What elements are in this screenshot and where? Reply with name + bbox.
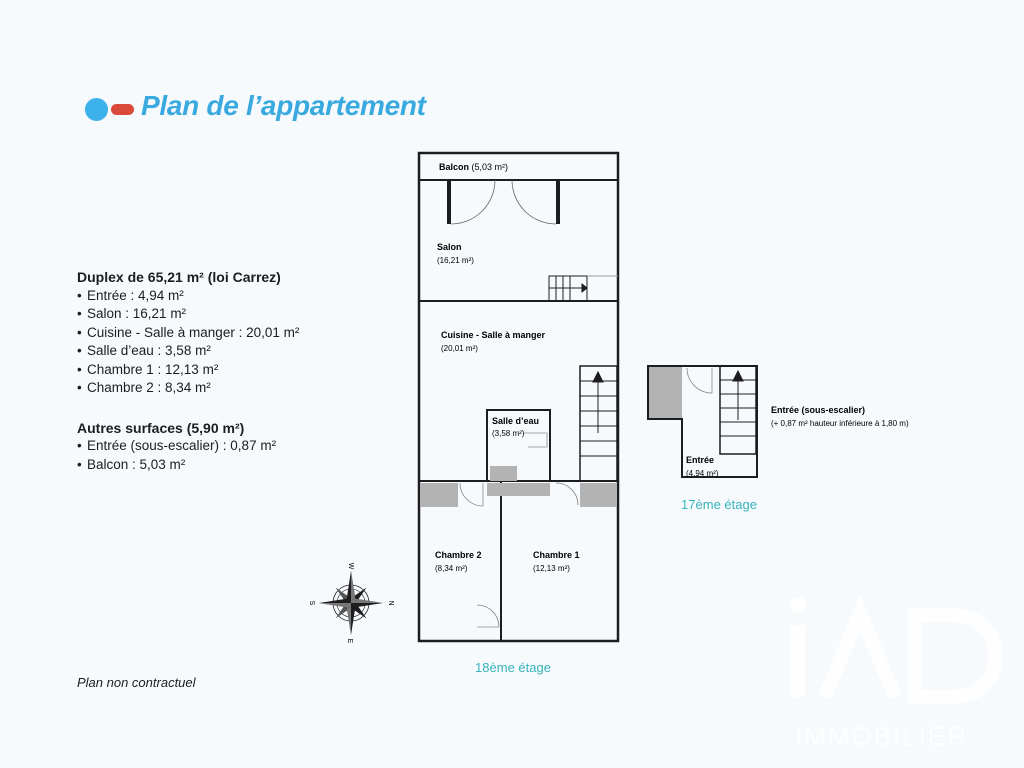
chambre-1-area: (12,13 m²) (533, 564, 570, 573)
chambre-1-label: Chambre 1 (533, 550, 580, 560)
room-item-chambre-2: • Chambre 2 : 8,34 m² (77, 379, 377, 398)
chambre-2-label: Chambre 2 (435, 550, 482, 560)
entree-label: Entrée (686, 455, 715, 465)
balcon-doors (447, 180, 560, 224)
entree-area: (4,94 m²) (686, 469, 719, 478)
other-surfaces-list (77, 437, 377, 474)
wall-block-1 (420, 483, 458, 507)
wall-block-2 (487, 483, 550, 496)
chambre-2-area: (8,34 m²) (435, 564, 468, 573)
surface-summary (77, 268, 377, 495)
sous-escalier-note: (+ 0,87 m² hauteur inférieure à 1,80 m) (771, 419, 909, 428)
other-surfaces-heading: Autres surfaces (5,90 m²) (77, 419, 245, 436)
compass-w: W (347, 562, 354, 570)
compass-s: S (308, 600, 315, 606)
floor-17-label: 17ème étage (681, 497, 757, 512)
room-list (77, 287, 377, 398)
cuisine-area: (20,01 m²) (441, 344, 478, 353)
main-stair (580, 366, 617, 481)
cuisine-label: Cuisine - Salle à manger (441, 330, 546, 340)
room-item-chambre-1: • Chambre 1 : 12,13 m² (77, 361, 377, 380)
entree-stair (720, 366, 756, 454)
compass-e: E (346, 638, 353, 644)
entree-door (687, 368, 712, 393)
compass-rose-icon (308, 560, 398, 650)
compass-n: N (387, 600, 394, 606)
wall-block-3 (580, 483, 617, 507)
page-title: Plan de l’appartement (141, 90, 426, 121)
salon-label: Salon (437, 242, 462, 252)
iad-watermark-logo (770, 585, 1010, 755)
disclaimer-note: Plan non contractuel (77, 675, 196, 690)
room-item-salle-d-eau: • Salle d’eau : 3,58 m² (77, 342, 377, 361)
salle-d-eau-fixtures (490, 433, 547, 481)
floor-plan-18 (410, 145, 635, 685)
sous-escalier-block (648, 366, 682, 419)
watermark-tagline: IMMOBILIER (795, 721, 969, 751)
salle-d-eau-label: Salle d’eau (492, 416, 540, 426)
other-item-sous-escalier: • Entrée (sous-escalier) : 0,87 m² (77, 437, 377, 456)
salon-stair (549, 276, 618, 301)
room-item-entree: • Entrée : 4,94 m² (77, 287, 377, 306)
sous-escalier-label: Entrée (sous-escalier) (771, 405, 866, 415)
balcon-label: Balcon (5,03 m²) (439, 162, 509, 172)
floor-18-label: 18ème étage (475, 660, 551, 675)
title-blue-dot (85, 98, 108, 121)
room-item-cuisine: • Cuisine - Salle à manger : 20,01 m² (77, 324, 377, 343)
room-item-salon: • Salon : 16,21 m² (77, 305, 377, 324)
salon-area: (16,21 m²) (437, 256, 474, 265)
duplex-heading: Duplex de 65,21 m² (loi Carrez) (77, 269, 281, 285)
salle-d-eau-area: (3,58 m²) (492, 429, 525, 438)
floor-plan-17 (640, 360, 970, 520)
other-item-balcon: • Balcon : 5,03 m² (77, 456, 377, 475)
title-red-pill (111, 104, 134, 115)
